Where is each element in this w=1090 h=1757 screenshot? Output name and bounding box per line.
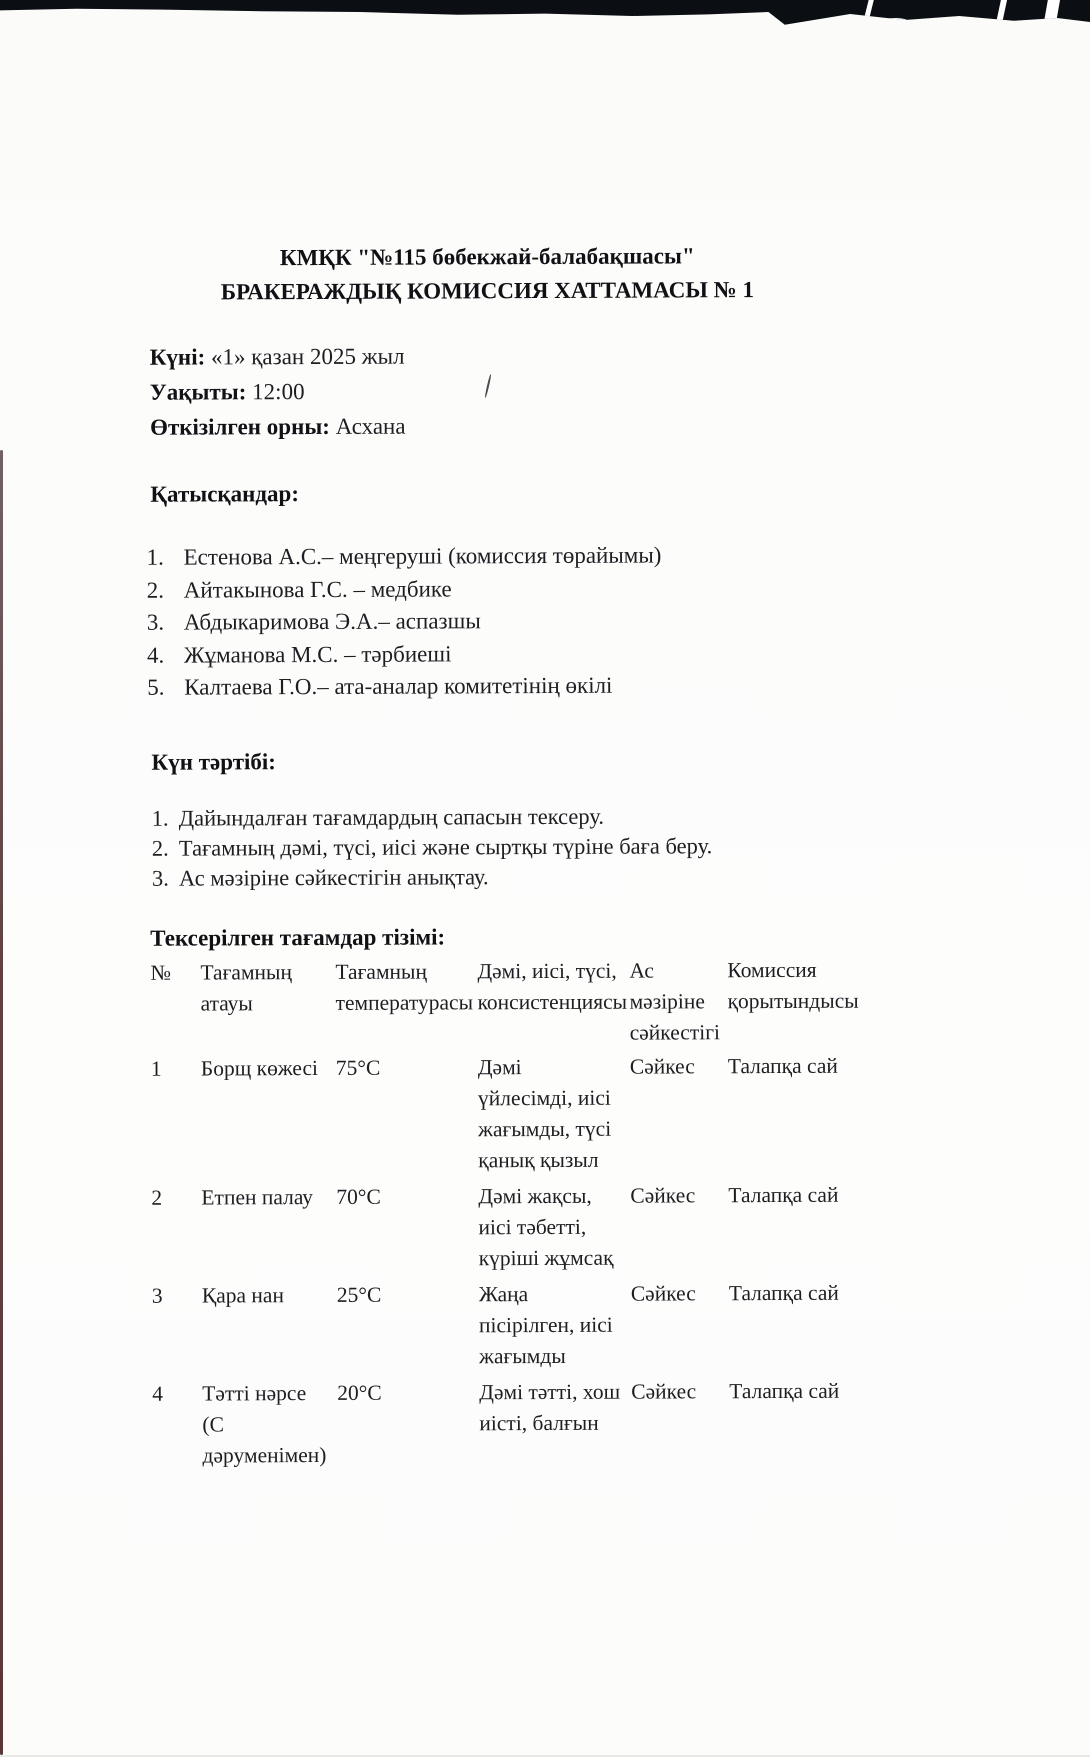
participant-text: Калтаева Г.О.– ата-аналар комитетінің өкілі xyxy=(184,672,613,700)
agenda-number: 2. xyxy=(151,835,169,861)
place-label: Өткізілген орны: xyxy=(149,413,330,440)
cell-number: 2 xyxy=(151,1185,163,1210)
table-row xyxy=(151,1180,853,1281)
participant-number: 5. xyxy=(147,674,165,700)
agenda-number: 3. xyxy=(151,865,169,891)
cell-conclusion: Талапқа сай xyxy=(728,1280,839,1306)
participant-number: 4. xyxy=(146,642,165,668)
agenda-text: Дайындалған тағамдардың сапасын тексеру. xyxy=(178,803,605,831)
cell-temperature: 20°С xyxy=(337,1380,382,1405)
cell-number: 4 xyxy=(152,1381,164,1406)
meta-line-place xyxy=(150,409,406,445)
cell-temperature: 25°С xyxy=(336,1282,382,1307)
cell-conclusion: Талапқа сай xyxy=(729,1378,840,1404)
cell-number: 1 xyxy=(150,1056,162,1081)
participant-number: 2. xyxy=(146,577,165,603)
participants-heading: Қатысқандар: xyxy=(150,481,300,507)
table-header-row xyxy=(150,955,852,1054)
agenda-list xyxy=(152,801,713,893)
table-row xyxy=(151,1051,854,1183)
agenda-heading: Күн тәртібі: xyxy=(151,749,276,775)
date-value: «1» қазан 2025 жыл xyxy=(210,343,405,370)
time-label: Уақыты: xyxy=(149,379,247,405)
agenda-item xyxy=(152,861,712,893)
col-dish-name: Тағамның атауы xyxy=(200,960,293,1016)
participant-item xyxy=(147,669,662,704)
col-temperature: Тағамның температурасы xyxy=(335,959,474,1015)
inspection-section xyxy=(150,921,872,1477)
participants-list xyxy=(147,539,663,704)
agenda-text: Тағамның дәмі, түсі, иісі және сыртқы түріне баға беру. xyxy=(178,833,713,861)
cell-number: 3 xyxy=(151,1283,163,1308)
cell-dish-name: Тәтті нәрсе (С дәруменімен) xyxy=(202,1381,327,1468)
col-conclusion: Комиссия қорытындысы xyxy=(727,957,859,1014)
table-row xyxy=(152,1376,854,1477)
table-row xyxy=(152,1278,854,1379)
cell-menu-match: Сәйкес xyxy=(630,1281,696,1306)
inspection-heading: Тексерілген тағамдар тізімі: xyxy=(150,924,446,951)
participant-number: 3. xyxy=(146,609,165,635)
participant-text: Естенова А.С.– меңгеруші (комиссия төрайымы) xyxy=(183,542,662,570)
participant-item xyxy=(147,637,662,672)
dishes-table xyxy=(150,955,859,1477)
col-taste: Дәмі, иісі, түсі, консистенциясы xyxy=(477,958,628,1015)
participant-text: Айтакынова Г.С. – медбике xyxy=(183,575,452,603)
cell-menu-match: Сәйкес xyxy=(631,1379,697,1404)
document-title xyxy=(0,238,978,310)
date-label: Күні: xyxy=(149,344,206,370)
cell-taste: Дәмі үйлесімді, иісі жағымды, түсі қанық қызыл xyxy=(477,1055,612,1173)
cell-taste: Дәмі тәтті, хош иісті, балғын xyxy=(479,1379,621,1436)
cell-dish-name: Қара нан xyxy=(201,1283,284,1308)
place-value: Асхана xyxy=(335,413,406,439)
agenda-item xyxy=(152,801,712,833)
protocol-title: БРАКЕРАЖДЫҚ КОМИССИЯ ХАТТАМАСЫ № 1 xyxy=(220,277,755,305)
cell-menu-match: Сәйкес xyxy=(630,1183,696,1208)
cell-menu-match: Сәйкес xyxy=(629,1054,695,1079)
agenda-text: Ас мәзіріне сәйкестігін анықтау. xyxy=(178,864,489,891)
organization-name: КМҚК "№115 бөбекжай-балабақшасы" xyxy=(279,243,695,271)
cell-dish-name: Етпен палау xyxy=(201,1185,314,1210)
participant-text: Жұманова М.С. – тәрбиеші xyxy=(183,640,452,668)
col-menu-match: Ас мәзіріне сәйкестігі xyxy=(629,958,721,1045)
col-number: № xyxy=(150,960,171,985)
cell-dish-name: Борщ көжесі xyxy=(200,1055,319,1081)
cell-temperature: 70°С xyxy=(336,1184,381,1209)
meta-line-date xyxy=(150,339,406,375)
cell-taste: Дәмі жақсы, иісі тәбетті, күріші жұмсақ xyxy=(478,1183,614,1271)
cell-temperature: 75°С xyxy=(335,1055,381,1080)
meta-line-time xyxy=(150,374,406,410)
participant-text: Абдыкаримова Э.А.– аспазшы xyxy=(183,608,481,635)
cell-taste: Жаңа пісірілген, иісі жағымды xyxy=(478,1282,613,1369)
participant-item xyxy=(147,604,662,639)
cell-conclusion: Талапқа сай xyxy=(728,1182,839,1208)
participant-number: 1. xyxy=(146,544,164,570)
cell-conclusion: Талапқа сай xyxy=(727,1053,838,1079)
agenda-item xyxy=(152,831,712,863)
meta-block xyxy=(150,339,406,445)
participant-item xyxy=(147,539,662,574)
time-value: 12:00 xyxy=(252,379,305,405)
participant-item xyxy=(147,572,662,607)
agenda-number: 1. xyxy=(151,805,169,831)
